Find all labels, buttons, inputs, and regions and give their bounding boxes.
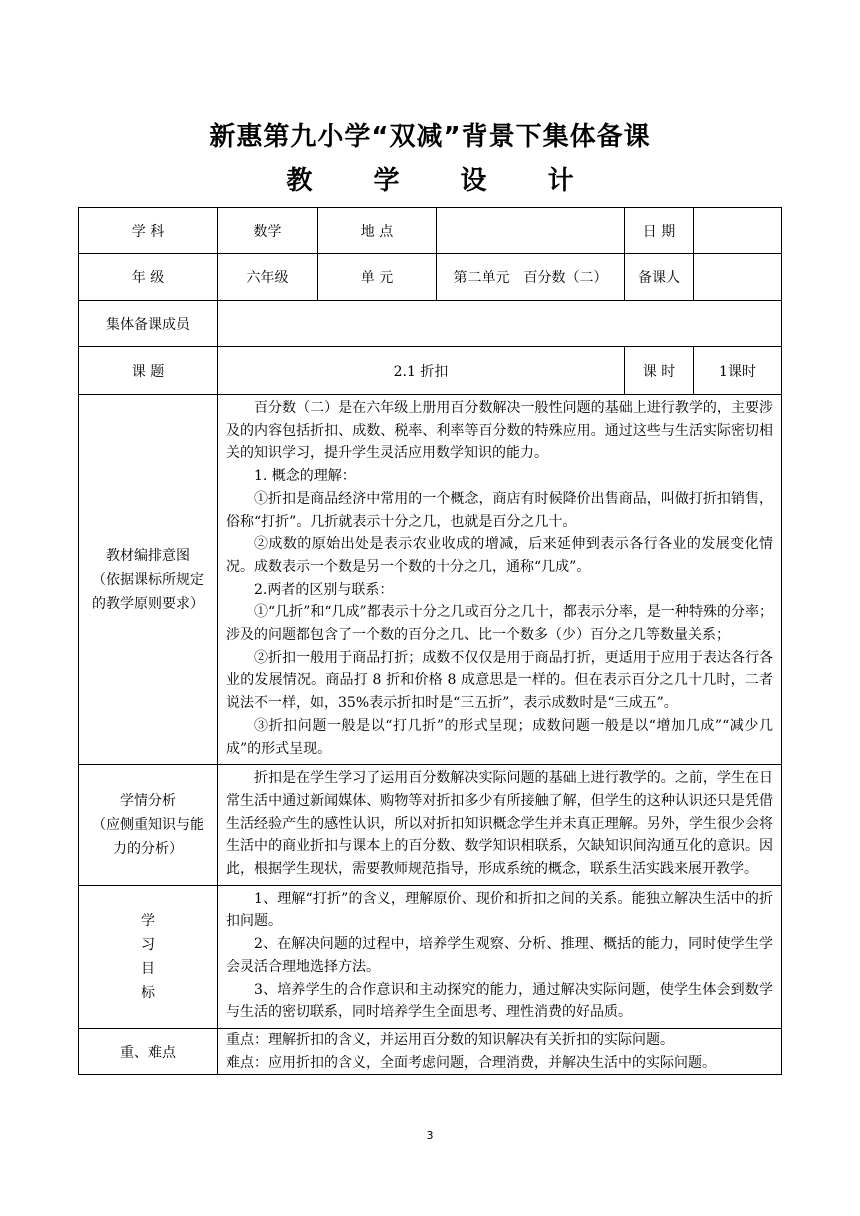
period-value: 1课时 — [694, 347, 782, 395]
lesson-plan-table — [78, 207, 782, 1075]
objective-item: 3、培养学生的合作意识和主动探究的能力，通过解决实际问题，使学生体会到数学与生活的密切联系，同时培养学生全面思考、理性消费的好品质。 — [226, 981, 773, 1021]
members-value — [218, 301, 782, 347]
table-row-members — [79, 301, 782, 347]
textbook-paragraph: 2.两者的区别与联系： — [254, 581, 394, 598]
key-point-difficult: 难点：应用折扣的含义，全面考虑问题，合理消费，并解决生活中的实际问题。 — [226, 1054, 716, 1071]
textbook-paragraph: ③折扣问题一般是以“打几折”的形式呈现；成数问题一般是以“增加几成”“减少几成”的形式呈现。 — [226, 717, 773, 757]
document-title: 新惠第九小学“双减”背景下集体备课 — [209, 122, 651, 152]
analysis-paragraph: 折扣是在学生学习了运用百分数解决实际问题的基础上进行教学的。之前，学生在日常生活中通过新闻媒体、购物等对折扣多少有所接触了解，但学生的这种认识还只是凭借生活经验产生的感性认识，所以对折扣知识概念学生并未真正理解。另外，学生很少会将生活中的商业折扣与课本上的百分数、数学知识相联系，欠缺知识间沟通互化的意识。因此，根据学生现状，需要教师规范指导，形成系统的概念，联系生活实践来展开教学。 — [226, 770, 773, 878]
key-points-label: 重、难点 — [79, 1028, 218, 1074]
textbook-paragraph: 1. 概念的理解： — [254, 468, 356, 485]
objectives-label-char: 学 — [141, 912, 155, 929]
objectives-label — [79, 885, 218, 1028]
textbook-paragraph: ①折扣是商品经济中常用的一个概念，商店有时候降价出售商品，叫做打折扣销售，俗称“打折”。几折就表示十分之几，也就是百分之几十。 — [226, 490, 773, 530]
objectives-label-char: 习 — [141, 936, 155, 953]
topic-value: 2.1 折扣 — [218, 347, 625, 395]
textbook-paragraph: ②折扣一般用于商品打折；成数不仅仅是用于商品打折，更适用于应用于表达各行各业的发展情况。商品打 8 折和价格 8 成意思是一样的。但在表示百分之几十几时，二者说法不一样，如，35%表示折扣时是“三五折”，表示成数时是“三成五”。 — [226, 649, 773, 712]
grade-label: 年 级 — [79, 254, 218, 301]
table-row-objectives — [79, 885, 782, 1028]
textbook-paragraph: ②成数的原始出处是表示农业收成的增减，后来延伸到表示各行各业的发展变化情况。成数表示一个数是另一个数的十分之几，通称“几成”。 — [226, 536, 773, 575]
preparer-value — [694, 254, 782, 301]
objectives-label-char: 标 — [141, 984, 155, 1001]
textbook-label-line: 的教学原则要求） — [92, 595, 204, 612]
key-point-important: 重点：理解折扣的含义，并运用百分数的知识解决有关折扣的实际问题。 — [226, 1031, 674, 1048]
period-label: 课 时 — [625, 347, 694, 395]
objectives-content — [218, 885, 782, 1028]
analysis-label — [79, 765, 218, 886]
textbook-label-line: （依据课标所规定 — [92, 571, 204, 588]
objective-item: 2、在解决问题的过程中，培养学生观察、分析、推理、概括的能力，同时使学生学会灵活合理地选择方法。 — [226, 936, 773, 975]
textbook-label-line: 教材编排意图 — [106, 547, 190, 564]
table-row-grade — [79, 254, 782, 301]
objectives-label-char: 目 — [141, 960, 155, 977]
grade-value: 六年级 — [218, 254, 318, 301]
unit-label: 单 元 — [318, 254, 437, 301]
analysis-content — [218, 765, 782, 886]
topic-label: 课 题 — [79, 347, 218, 395]
table-row-key-points — [79, 1028, 782, 1074]
table-row-textbook — [79, 395, 782, 765]
date-label: 日 期 — [625, 208, 694, 254]
document-subtitle: 教 学 设 计 — [286, 166, 600, 196]
textbook-content — [218, 395, 782, 765]
table-row-subject — [79, 208, 782, 254]
analysis-label-line: 力的分析） — [113, 841, 183, 857]
textbook-paragraph: 百分数（二）是在六年级上册用百分数解决一般性问题的基础上进行教学的，主要涉及的内容包括折扣、成数、税率、利率等百分数的特殊应用。通过这些与生活实际密切相关的知识学习，提升学生灵活应用数学知识的能力。 — [226, 400, 773, 462]
date-value — [694, 208, 782, 254]
objective-item: 1、理解“打折”的含义，理解原价、现价和折扣之间的关系。能独立解决生活中的折扣问题。 — [226, 890, 773, 930]
analysis-label-line: （应侧重知识与能 — [92, 817, 204, 833]
page-number: 3 — [426, 1129, 434, 1142]
preparer-label: 备课人 — [625, 254, 694, 301]
members-label: 集体备课成员 — [79, 301, 218, 347]
unit-value: 第二单元 百分数（二） — [437, 254, 625, 301]
table-row-analysis — [79, 765, 782, 886]
table-row-topic — [79, 347, 782, 395]
subject-label: 学 科 — [79, 208, 218, 254]
location-label: 地 点 — [318, 208, 437, 254]
analysis-label-line: 学情分析 — [120, 793, 176, 809]
key-points-content — [218, 1028, 782, 1074]
subject-value: 数学 — [218, 208, 318, 254]
location-value — [437, 208, 625, 254]
textbook-label — [79, 395, 218, 765]
textbook-paragraph: ①“几折”和“几成”都表示十分之几或百分之几十，都表示分率，是一种特殊的分率；涉及的问题都包含了一个数的百分之几、比一个数多（少）百分之几等数量关系； — [226, 604, 773, 644]
